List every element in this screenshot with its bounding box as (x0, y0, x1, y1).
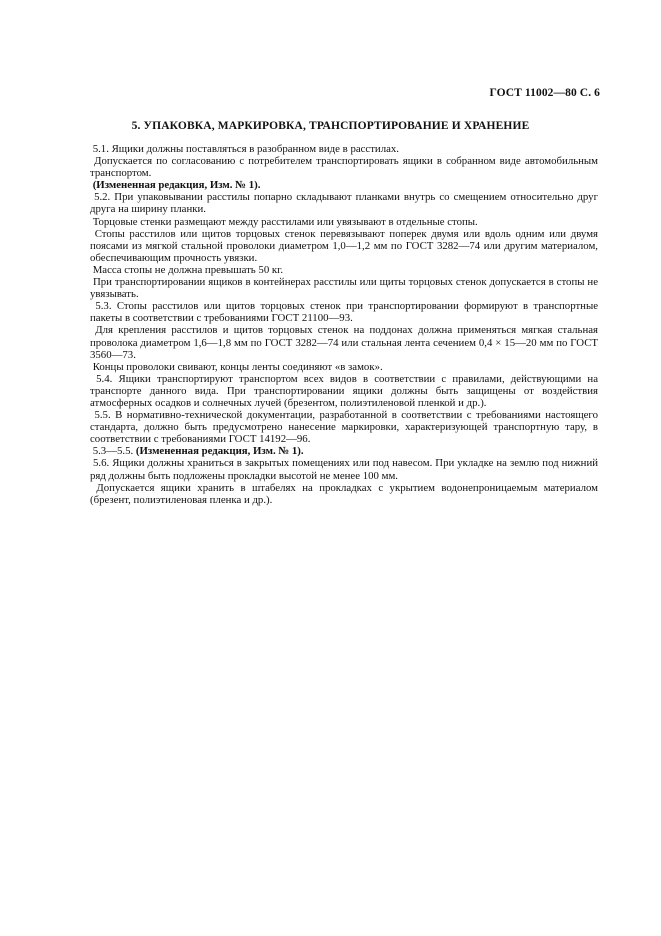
paragraph-text: Для крепления расстилов и щитов торцовых стенок на поддонах должна применяться мягкая стальная проволока диаметром 1,6—1,8 мм по ГОСТ 3282—74 или стальная лента сечением 0,4 × 15—20 мм по ГОСТ 3560—73. (90, 324, 598, 361)
revision-note-prefix: 5.3—5.5. (92, 445, 136, 458)
paragraph-text: При транспортировании ящиков в контейнерах расстилы или щиты торцовых стенок допускается в стопы не увязывать. (90, 276, 599, 301)
revision-note-1 (90, 179, 598, 191)
paragraph-5-2-mass (90, 264, 598, 276)
paragraph-5-2-containers (90, 276, 598, 300)
revision-note-text: (Измененная редакция, Изм. № 1). (92, 179, 261, 192)
paragraph-5-3 (90, 300, 598, 324)
paragraph-5-3-fastening (90, 324, 598, 360)
paragraph-text: 5.4. Ящики транспортируют транспортом всех видов в соответствии с правилами, действующими на транспорте данного вида. При транспортировании ящики должны быть защищены от воздействия атмосферных осадков и солнечных лучей (брезентом, полиэтиленовой пленкой и др.). (90, 372, 598, 409)
paragraph-5-3-ends (90, 361, 598, 373)
section-title: 5. УПАКОВКА, МАРКИРОВКА, ТРАНСПОРТИРОВАНИЕ И ХРАНЕНИЕ (131, 120, 530, 132)
paragraph-5-5 (90, 409, 598, 445)
document-body (90, 143, 598, 506)
paragraph-5-1 (90, 143, 598, 155)
paragraph-text: 5.5. В нормативно-технической документации, разработанной в соответствии с требованиями настоящего стандарта, должно быть предусмотрено нанесение маркировки, характеризующей транспортную тару, в соответствии с требованиями ГОСТ 14192—96. (90, 409, 598, 446)
paragraph-5-2-stacks (90, 228, 598, 264)
paragraph-text: 5.3. Стопы расстилов или щитов торцовых стенок при транспортировании формируют в транспортные пакеты в соответствии с требованиями ГОСТ 21100—93. (90, 300, 598, 325)
paragraph-text: Масса стопы не должна превышать 50 кг. (92, 263, 284, 276)
page-header: ГОСТ 11002—80 С. 6 (489, 87, 600, 99)
paragraph-text: 5.6. Ящики должны храниться в закрытых помещениях или под навесом. При укладке на землю под нижний ряд должны быть подложены прокладки высотой не менее 100 мм. (90, 457, 599, 482)
revision-note-2 (90, 445, 598, 457)
paragraph-5-4 (90, 373, 598, 409)
paragraph-5-1-note (90, 155, 598, 179)
paragraph-text: 5.1. Ящики должны поставляться в разобранном виде в расстилах. (92, 143, 399, 155)
paragraph-5-2-walls (90, 216, 598, 228)
revision-note-text: (Измененная редакция, Изм. № 1). (135, 445, 304, 458)
paragraph-5-6 (90, 457, 598, 481)
paragraph-5-6-storage (90, 482, 598, 506)
paragraph-text: Допускается ящики хранить в штабелях на прокладках с укрытием водонепроницаемым материалом (брезент, полиэтиленовая пленка и др.). (90, 481, 599, 506)
paragraph-text: Торцовые стенки размещают между расстилами или увязывают в отдельные стопы. (92, 215, 478, 228)
paragraph-text: 5.2. При упаковывании расстилы попарно складывают планками внутрь со смещением относительно друг друга на ширину планки. (90, 191, 599, 216)
paragraph-text: Концы проволоки свивают, концы ленты соединяют «в замок». (92, 360, 383, 373)
paragraph-text: Стопы расстилов или щитов торцовых стенок перевязывают поперек двумя или вдоль одним или двумя поясами из мягкой стальной проволоки диаметром 1,0—1,2 мм по ГОСТ 3282—74 или другим материалом, обеспечивающим прочность увязки. (90, 227, 598, 264)
paragraph-text: Допускается по согласованию с потребителем транспортировать ящики в собранном виде автомобильным транспортом. (90, 155, 598, 180)
paragraph-5-2 (90, 191, 598, 215)
